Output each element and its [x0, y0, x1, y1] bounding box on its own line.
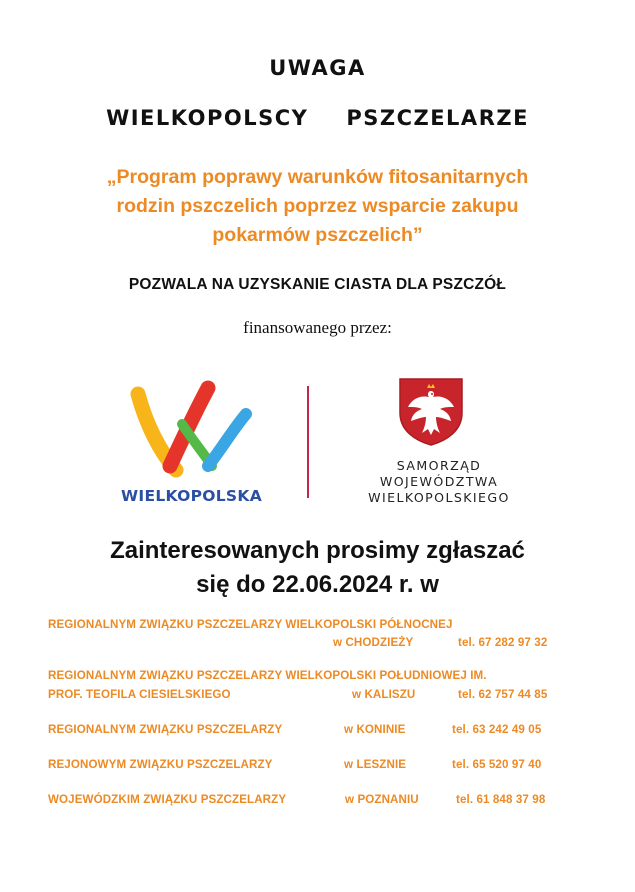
program-title: [0, 163, 635, 250]
org-2-phone: tel. 62 757 44 85: [458, 688, 548, 701]
samorzad-line-3: WIELKOPOLSKIEGO: [368, 490, 510, 505]
wielkopolscy-word: WIELKOPOLSCY: [106, 106, 309, 130]
wielkopolska-logo-icon: [126, 374, 258, 486]
org-5-phone: tel. 61 848 37 98: [456, 793, 546, 806]
program-line-1: „Program poprawy warunków fitosanitarnych: [106, 166, 529, 188]
org-2-name: REGIONALNYM ZWIĄZKU PSZCZELARZY WIELKOPOLSKI POŁUDNIOWEJ IM.: [48, 669, 487, 682]
org-4-city: w LESZNIE: [344, 758, 407, 771]
uwaga-heading: UWAGA: [269, 56, 366, 80]
samorzad-line-2: WOJEWÓDZTWA: [379, 474, 499, 489]
program-line-2: rodzin pszczelich poprzez wsparcie zakupu: [116, 195, 519, 217]
logo-divider: [307, 386, 309, 498]
org-3-name: REGIONALNYM ZWIĄZKU PSZCZELARZY: [48, 723, 283, 736]
wielkopolska-logo-text: WIELKOPOLSKA: [121, 487, 263, 505]
program-line-3: pokarmów pszczelich”: [212, 224, 423, 246]
org-3-city: w KONINIE: [344, 723, 406, 736]
org-3-phone: tel. 63 242 49 05: [452, 723, 542, 736]
org-1-city: w CHODZIEŻY: [333, 636, 414, 649]
prosimy-line-2: się do 22.06.2024 r. w: [196, 571, 439, 598]
call-to-action: [0, 534, 635, 602]
org-1-name: REGIONALNYM ZWIĄZKU PSZCZELARZY WIELKOPOLSKI PÓŁNOCNEJ: [48, 618, 453, 631]
pozwala-text: POZWALA NA UZYSKANIE CIASTA DLA PSZCZÓŁ: [128, 276, 507, 293]
org-4-phone: tel. 65 520 97 40: [452, 758, 542, 771]
org-2-city: w KALISZU: [352, 688, 416, 701]
prosimy-line-1: Zainteresowanych prosimy zgłaszać: [110, 537, 525, 564]
samorzad-line-1: SAMORZĄD: [396, 458, 482, 473]
pszczelarze-word: PSZCZELARZE: [346, 106, 529, 130]
org-4-name: REJONOWYM ZWIĄZKU PSZCZELARZY: [48, 758, 273, 771]
financed-by-text: finansowanego przez:: [243, 318, 392, 337]
org-2-name-cont: PROF. TEOFILA CIESIELSKIEGO: [48, 688, 231, 701]
coat-of-arms-icon: [398, 377, 464, 447]
org-5-name: WOJEWÓDZKIM ZWIĄZKU PSZCZELARZY: [48, 793, 287, 806]
org-1-phone: tel. 67 282 97 32: [458, 636, 548, 649]
org-5-city: w POZNANIU: [345, 793, 419, 806]
wielkopolscy-pszczelarze-heading: [0, 106, 635, 130]
